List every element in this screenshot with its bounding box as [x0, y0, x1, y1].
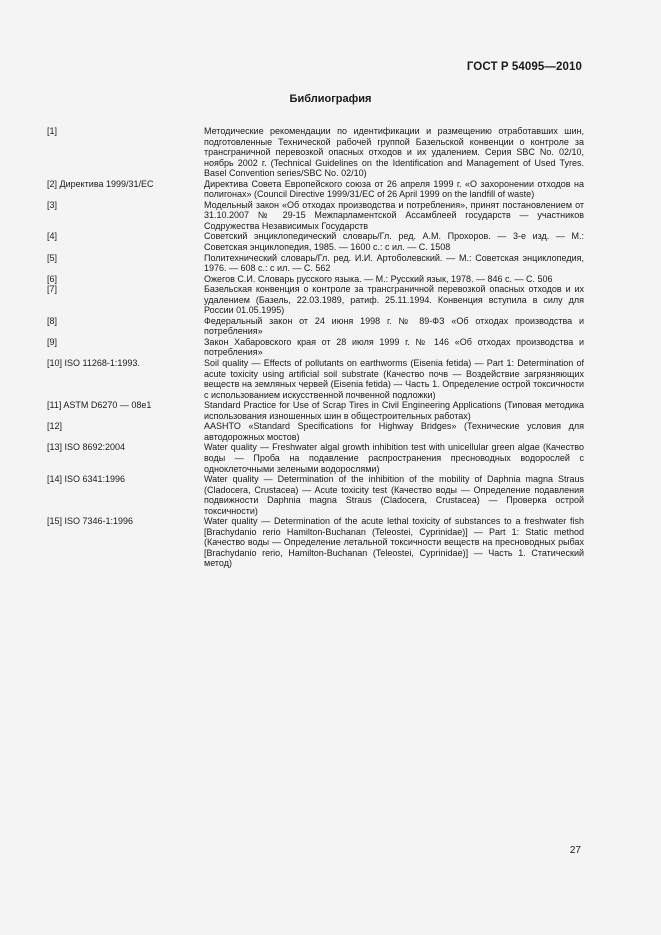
- entry-ref: [5]: [47, 252, 58, 263]
- entry-ref: [9]: [47, 336, 58, 347]
- bibliography-entry: [47, 442, 584, 474]
- entry-ref: [15] ISO 7346-1:1996: [47, 516, 134, 527]
- bibliography-entry: [47, 284, 584, 316]
- entry-ref: [7]: [47, 284, 58, 295]
- entry-ref: [13] ISO 8692:2004: [47, 442, 126, 453]
- entry-text: Закон Хабаровского края от 28 июля 1999 г. № 146 «Об отходах производства и потребления»: [204, 336, 584, 358]
- section-title: Библиография: [289, 93, 372, 105]
- bibliography-entry: [47, 231, 584, 252]
- bibliography-entry: [47, 126, 584, 179]
- entry-text: Standard Practice for Use of Scrap Tires in Civil Engineering Applications (Типовая методика использования изношенных шин в общестроительных работах): [204, 400, 584, 421]
- entry-text: Water quality — Determination of the acute lethal toxicity of substances to a freshwater fish [Brachydanio rerio Hamilton-Buchanan (Teleostei, Cyprinidae)] — Part 1: Static method (Качество воды — Определение летальной токсичности веществ на пресноводных рыбах [Brachydanio rerio, Hamilton-Buchanan (Teleostei, Cyprinidae)] — Часть 1. Статический метод): [204, 516, 584, 569]
- entry-ref: [1]: [47, 126, 58, 136]
- bibliography-entry: [47, 316, 584, 337]
- entry-text: Water quality — Freshwater algal growth inhibition test with unicellular green algae (Качество воды — Проба на подавление распространения пресноводных водорослей с одноклеточными зелеными водорослями): [204, 442, 584, 474]
- entry-text: Ожегов С.И. Словарь русского языка. — М.: Русский язык, 1978. — 846 с. — С. 506: [204, 273, 553, 284]
- entry-text: AASHTO «Standard Specifications for Highway Bridges» (Технические условия для автодорожных мостов): [204, 421, 584, 442]
- entry-text: Модельный закон «Об отходах производства и потребления», принят постановлением от 31.10.2007 № 29-15 Межпарламентской Ассамблеей государств — участников Содружества Независимых Государств: [204, 199, 584, 231]
- entry-text: Методические рекомендации по идентификации и размещению отработавших шин, подготовленные Технической рабочей группой Базельской конвенции о контроле за трансграничной перевозкой опасных отходов и их удалением. Серия SBC No. 02/10, ноябрь 2002 г. (Technical Guidelines on the Identification and Management of Used Tyres. Basel Convention series/SBC No. 02/10): [204, 126, 584, 179]
- entry-text: Федеральный закон от 24 июня 1998 г. № 89-ФЗ «Об отходах производства и потребления»: [204, 315, 584, 337]
- standard-designation: ГОСТ Р 54095—2010: [466, 61, 582, 73]
- entry-ref: [8]: [47, 315, 58, 326]
- entry-ref: [6]: [47, 273, 58, 284]
- bibliography-entry: [47, 253, 584, 274]
- entry-ref: [12]: [47, 421, 63, 432]
- bibliography-entry: [47, 516, 584, 569]
- entry-ref: [3]: [47, 199, 58, 210]
- entry-text: Политехнический словарь/Гл. ред. И.И. Артоболевский. — М.: Советская энциклопедия, 1976. — 608 с.: с ил. — С. 562: [204, 252, 584, 274]
- entry-text: Базельская конвенция о контроле за трансграничной перевозкой опасных отходов и их удалением (Базель, 22.03.1989, ратиф. 25.11.1994. Конвенция вступила в силу для России 01.05.1995): [204, 284, 584, 316]
- bibliography-entry: [47, 474, 584, 516]
- bibliography-list: [47, 126, 584, 569]
- entry-text: Soil quality — Effects of pollutants on earthworms (Eisenia fetida) — Part 1: Determination of acute toxicity using artificial soil substrate (Качество почв — Воздействие загрязняющих веществ на земляных червей (Eisenia fetida) — Часть 1. Определение острой токсичности с использованием искусственной почвенной подложки): [204, 358, 584, 400]
- page-number: 27: [569, 845, 581, 856]
- bibliography-entry: [47, 421, 584, 442]
- entry-ref: [4]: [47, 231, 58, 242]
- entry-text: Water quality — Determination of the inhibition of the mobility of Daphnia magna Straus (Cladocera, Crustacea) — Acute toxicity test (Качество воды — Определение подавления подвижности Daphnia magna Straus (Cladocera, Crustacea) — Проверка острой токсичности): [204, 474, 584, 516]
- entry-ref: [11] ASTM D6270 — 08e1: [47, 400, 152, 411]
- entry-ref: [10] ISO 11268-1:1993.: [47, 358, 140, 369]
- bibliography-entry: [47, 358, 584, 400]
- entry-ref: [2] Директива 1999/31/EC: [47, 178, 154, 189]
- bibliography-entry: [47, 179, 584, 200]
- entry-text: Советский энциклопедический словарь/Гл. ред. А.М. Прохоров. — 3-е изд. — М.: Советская энциклопедия, 1985. — 1600 с.: с ил. — С. 1508: [204, 231, 584, 253]
- bibliography-entry: [47, 337, 584, 358]
- entry-ref: [14] ISO 6341:1996: [47, 474, 126, 485]
- bibliography-entry: [47, 274, 584, 285]
- entry-text: Директива Совета Европейского союза от 26 апреля 1999 г. «О захоронении отходов на полигонах» (Council Directive 1999/31/EC of 26 April 1999 on the landfill of waste): [204, 178, 584, 200]
- bibliography-entry: [47, 400, 584, 421]
- bibliography-entry: [47, 200, 584, 232]
